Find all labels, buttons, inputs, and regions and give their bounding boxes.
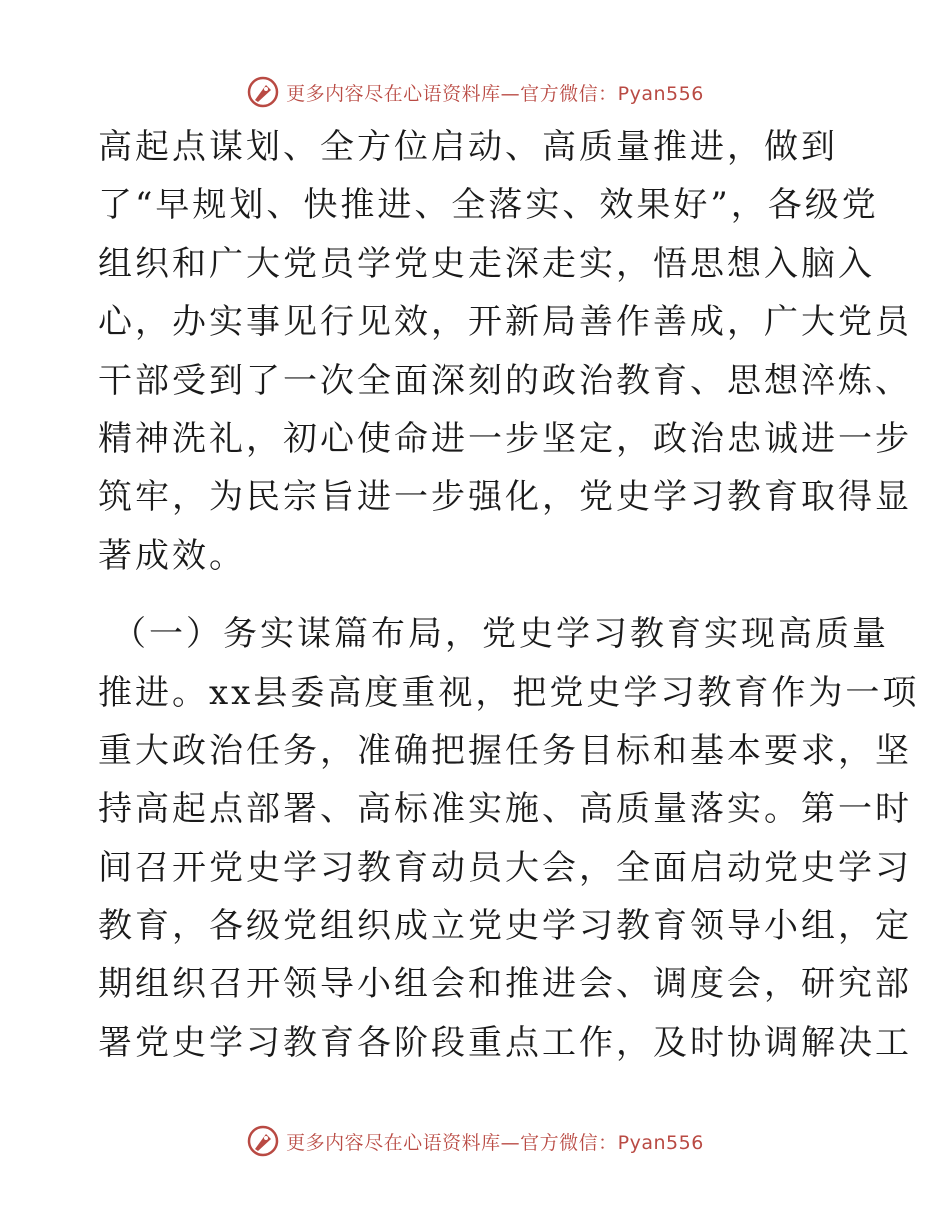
text-line: 精神洗礼，初心使命进一步坚定，政治忠诚进一步 (98, 418, 912, 459)
paragraph-2 (98, 605, 920, 1072)
footer-watermark (0, 1121, 950, 1161)
text-line: 筑牢，为民宗旨进一步强化，党史学习教育取得显 (98, 477, 912, 518)
pen-nib-logo-icon (246, 75, 280, 109)
text-line: 著成效。 (98, 535, 246, 576)
text-line: 心，办实事见行见效，开新局善作善成，广大党员 (98, 302, 912, 343)
pen-nib-logo-icon (246, 1124, 280, 1158)
text-line: 重大政治任务，准确把握任务目标和基本要求，坚 (98, 730, 912, 771)
text-line: 署党史学习教育各阶段重点工作，及时协调解决工 (98, 1022, 912, 1063)
text-line: 间召开党史学习教育动员大会，全面启动党史学习 (98, 847, 912, 888)
text-line: 期组织召开领导小组会和推进会、调度会，研究部 (98, 964, 912, 1005)
text-line: 教育，各级党组织成立党史学习教育领导小组，定 (98, 906, 912, 947)
watermark-text: 更多内容尽在心语资料库—官方微信：Pyan556 (286, 1131, 704, 1154)
text-line: 推进。xx县委高度重视，把党史学习教育作为一项 (98, 672, 920, 713)
paragraph-1 (98, 118, 912, 585)
text-line: 干部受到了一次全面深刻的政治教育、思想淬炼、 (98, 360, 912, 401)
text-line: 了“早规划、快推进、全落实、效果好”，各级党 (98, 185, 879, 226)
text-line: 持高起点部署、高标准实施、高质量落实。第一时 (98, 789, 912, 830)
text-line: 组织和广大党员学党史走深走实，悟思想入脑入 (98, 243, 875, 284)
text-line: （一）务实谋篇布局，党史学习教育实现高质量 (112, 614, 889, 655)
watermark-text: 更多内容尽在心语资料库—官方微信：Pyan556 (286, 82, 704, 105)
document-body (98, 118, 920, 1072)
text-line: 高起点谋划、全方位启动、高质量推进，做到 (98, 127, 838, 167)
header-watermark (0, 72, 950, 112)
